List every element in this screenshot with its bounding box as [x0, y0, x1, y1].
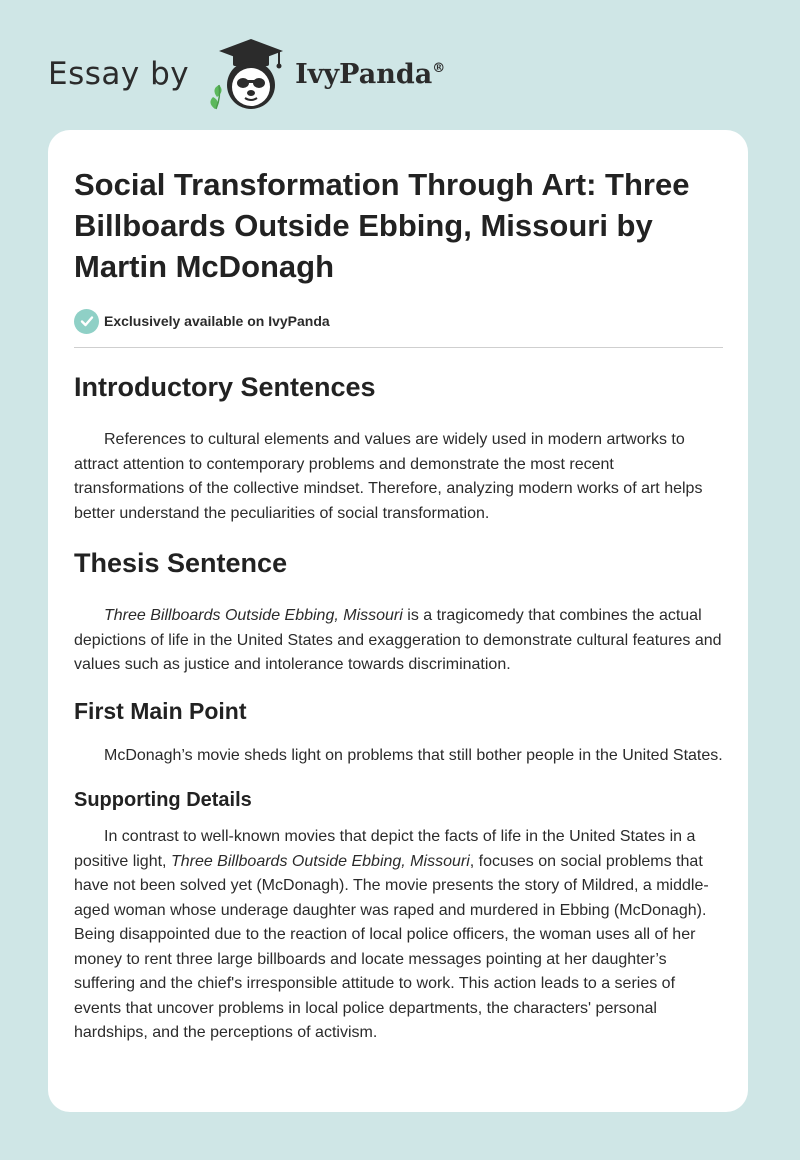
divider: [74, 347, 723, 348]
checkmark-icon: [74, 309, 99, 334]
first-main-point-heading: First Main Point: [74, 697, 247, 724]
ivypanda-brand-name[interactable]: [295, 59, 445, 90]
exclusive-label: Exclusively available on IvyPanda: [104, 313, 330, 329]
first-main-point-paragraph: McDonagh’s movie sheds light on problems that still bother people in the United States.: [104, 746, 723, 764]
exclusive-badge: [74, 307, 722, 335]
registered-mark: ®: [432, 60, 446, 76]
supporting-details-heading: Supporting Details: [74, 789, 252, 811]
thesis-text: is a tragicomedy that combines the actual depictions of life in the United States and exaggeration to demonstrate cultural features and values such as justice and intolerance towards discrimination.: [74, 607, 722, 673]
site-header: [48, 34, 445, 114]
brand-text: IvyPanda: [295, 58, 433, 90]
essay-card: [48, 130, 748, 1112]
supporting-details-paragraph: [74, 825, 724, 1046]
page-title: Social Transformation Through Art: Three Billboards Outside Ebbing, Missouri by Martin McDonagh: [74, 167, 690, 284]
intro-paragraph: References to cultural elements and values are widely used in modern artworks to attract attention to contemporary problems and demonstrate the most recent transformations of the collective mindset. Therefore, analyzing modern works of art helps better understand the peculiarities of social transformation.: [74, 431, 703, 522]
thesis-paragraph: [74, 604, 724, 678]
supporting-movie-title: Three Billboards Outside Ebbing, Missouri: [170, 852, 470, 870]
intro-heading: Introductory Sentences: [74, 372, 376, 402]
ivypanda-logo-icon[interactable]: [203, 35, 291, 113]
supporting-text-after: , focuses on social problems that have not been solved yet (McDonagh). The movie presents the story of Mildred, a middle-aged woman whose underage daughter was raped and murdered in Ebbing (McDonagh). Being disappointed due to the reaction of local police officers, the woman uses all of her money to rent three large billboards and locate messages pointing at her daughter’s suffering and the chief's irresponsible attitude to work. This action leads to a series of events that uncover problems in local police departments, the characters' personal hardships, and the perceptions of activism.: [74, 852, 709, 1041]
thesis-movie-title: Three Billboards Outside Ebbing, Missouri: [104, 607, 403, 624]
essay-by-label: Essay by: [48, 56, 190, 92]
thesis-heading: Thesis Sentence: [74, 548, 288, 578]
supporting-text-before: In contrast to well-known movies that depict the facts of life in the United States in a positive light,: [74, 828, 696, 870]
